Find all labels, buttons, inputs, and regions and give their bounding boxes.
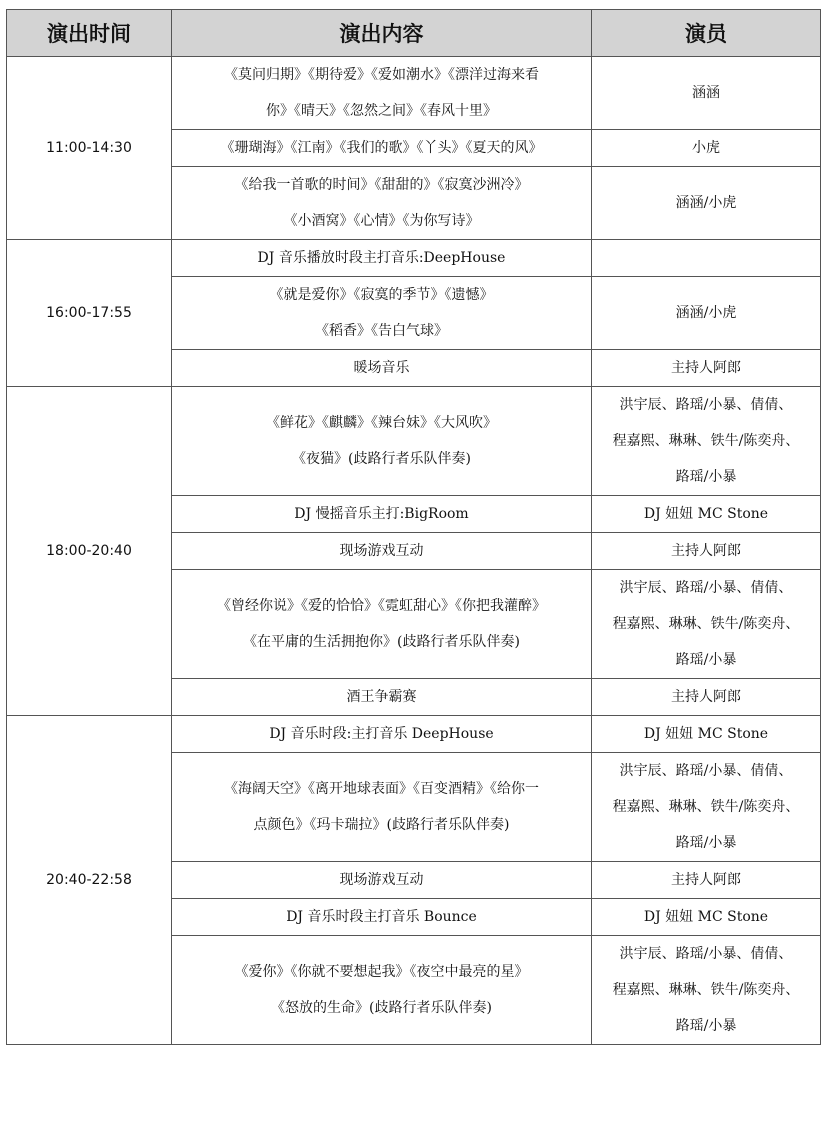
table-row bbox=[7, 387, 821, 496]
performer-cell bbox=[592, 387, 821, 496]
content-line: 《海阔天空》《离开地球表面》《百变酒精》《给你一 bbox=[224, 781, 539, 797]
header-performer: 演员 bbox=[592, 10, 821, 57]
time-cell: 20:40-22:58 bbox=[7, 716, 172, 1045]
performer-cell bbox=[592, 899, 821, 936]
performer-line: 主持人阿郎 bbox=[671, 543, 741, 559]
performer-cell bbox=[592, 350, 821, 387]
header-time: 演出时间 bbox=[7, 10, 172, 57]
schedule-table bbox=[6, 9, 821, 1045]
performer-cell bbox=[592, 716, 821, 753]
performer-line: 路瑶/小暴 bbox=[675, 652, 737, 668]
performer-line: 程嘉熙、琳琳、铁牛/陈奕舟、 bbox=[612, 982, 800, 998]
performer-line: 小虎 bbox=[692, 140, 720, 156]
performer-line: 洪宇辰、路瑶/小暴、倩倩、 bbox=[619, 946, 793, 962]
content-line: 《在平庸的生活拥抱你》(歧路行者乐队伴奏) bbox=[243, 634, 520, 650]
performer-cell bbox=[592, 862, 821, 899]
content-line: 暖场音乐 bbox=[353, 360, 410, 376]
performer-line: 洪宇辰、路瑶/小暴、倩倩、 bbox=[619, 397, 793, 413]
content-cell bbox=[172, 899, 592, 936]
performer-line: 程嘉熙、琳琳、铁牛/陈奕舟、 bbox=[612, 799, 800, 815]
content-cell bbox=[172, 387, 592, 496]
content-cell bbox=[172, 277, 592, 350]
time-cell: 11:00-14:30 bbox=[7, 57, 172, 240]
content-cell bbox=[172, 570, 592, 679]
header-row bbox=[7, 10, 821, 57]
content-cell bbox=[172, 753, 592, 862]
content-line: 《夜猫》(歧路行者乐队伴奏) bbox=[292, 451, 471, 467]
performer-line: DJ 妞妞 MC Stone bbox=[643, 506, 769, 522]
content-line: DJ 慢摇音乐主打:BigRoom bbox=[294, 506, 469, 522]
content-line: 你》《晴天》《忽然之间》《春风十里》 bbox=[266, 103, 497, 119]
content-line: DJ 音乐时段主打音乐 Bounce bbox=[286, 909, 477, 925]
content-line: 《给我一首歌的时间》《甜甜的》《寂寞沙洲冷》 bbox=[234, 177, 529, 193]
performer-cell bbox=[592, 533, 821, 570]
content-line: 《莫问归期》《期待爱》《爱如潮水》《漂洋过海来看 bbox=[224, 67, 539, 83]
content-line: 《小酒窝》《心情》《为你写诗》 bbox=[283, 213, 480, 229]
performer-line: DJ 妞妞 MC Stone bbox=[643, 909, 769, 925]
performer-line: 程嘉熙、琳琳、铁牛/陈奕舟、 bbox=[612, 616, 800, 632]
performer-cell bbox=[592, 277, 821, 350]
header-content: 演出内容 bbox=[172, 10, 592, 57]
content-cell bbox=[172, 533, 592, 570]
performer-line: 路瑶/小暴 bbox=[675, 469, 737, 485]
content-cell bbox=[172, 240, 592, 277]
content-line: 点颜色》《玛卡瑞拉》(歧路行者乐队伴奏) bbox=[253, 817, 510, 833]
performer-line: 路瑶/小暴 bbox=[675, 835, 737, 851]
performer-cell bbox=[592, 679, 821, 716]
performer-line: 涵涵/小虎 bbox=[675, 305, 737, 321]
content-line: DJ 音乐时段:主打音乐 DeepHouse bbox=[269, 726, 494, 742]
schedule-body bbox=[7, 57, 821, 1045]
content-line: 现场游戏互动 bbox=[339, 872, 424, 888]
performer-line: 程嘉熙、琳琳、铁牛/陈奕舟、 bbox=[612, 433, 800, 449]
performer-cell bbox=[592, 496, 821, 533]
content-line: 《珊瑚海》《江南》《我们的歌》《丫头》《夏天的风》 bbox=[220, 140, 543, 156]
content-cell bbox=[172, 679, 592, 716]
performer-line: 主持人阿郎 bbox=[671, 689, 741, 705]
content-line: 《爱你》《你就不要想起我》《夜空中最亮的星》 bbox=[234, 964, 529, 980]
performer-line: DJ 妞妞 MC Stone bbox=[643, 726, 769, 742]
time-cell: 18:00-20:40 bbox=[7, 387, 172, 716]
table-row bbox=[7, 716, 821, 753]
table-row bbox=[7, 57, 821, 130]
performer-line: 洪宇辰、路瑶/小暴、倩倩、 bbox=[619, 763, 793, 779]
table-row bbox=[7, 240, 821, 277]
content-line: 《鲜花》《麒麟》《辣台妹》《大风吹》 bbox=[266, 415, 497, 431]
performer-line: 涵涵/小虎 bbox=[675, 195, 737, 211]
content-cell bbox=[172, 496, 592, 533]
content-line: 酒王争霸赛 bbox=[346, 689, 417, 705]
content-cell bbox=[172, 350, 592, 387]
content-cell bbox=[172, 167, 592, 240]
performer-line: 主持人阿郎 bbox=[671, 360, 741, 376]
performer-cell bbox=[592, 570, 821, 679]
content-line: 《怒放的生命》(歧路行者乐队伴奏) bbox=[271, 1000, 492, 1016]
performer-line: 涵涵 bbox=[692, 85, 720, 101]
content-line: 《就是爱你》《寂寞的季节》《遗憾》 bbox=[269, 287, 494, 303]
content-cell bbox=[172, 716, 592, 753]
time-cell: 16:00-17:55 bbox=[7, 240, 172, 387]
content-line: 《稻香》《告白气球》 bbox=[315, 323, 448, 339]
content-line: 《曾经你说》《爱的恰恰》《霓虹甜心》《你把我灌醉》 bbox=[217, 598, 546, 614]
schedule-document bbox=[6, 9, 820, 1045]
content-line: 现场游戏互动 bbox=[339, 543, 424, 559]
performer-line: 洪宇辰、路瑶/小暴、倩倩、 bbox=[619, 580, 793, 596]
performer-cell bbox=[592, 130, 821, 167]
performer-cell bbox=[592, 57, 821, 130]
content-line: DJ 音乐播放时段主打音乐:DeepHouse bbox=[257, 250, 506, 266]
performer-cell bbox=[592, 240, 821, 277]
content-cell bbox=[172, 936, 592, 1045]
performer-cell bbox=[592, 936, 821, 1045]
content-cell bbox=[172, 862, 592, 899]
content-cell bbox=[172, 57, 592, 130]
content-cell bbox=[172, 130, 592, 167]
performer-line: 路瑶/小暴 bbox=[675, 1018, 737, 1034]
performer-cell bbox=[592, 753, 821, 862]
performer-cell bbox=[592, 167, 821, 240]
performer-line: 主持人阿郎 bbox=[671, 872, 741, 888]
